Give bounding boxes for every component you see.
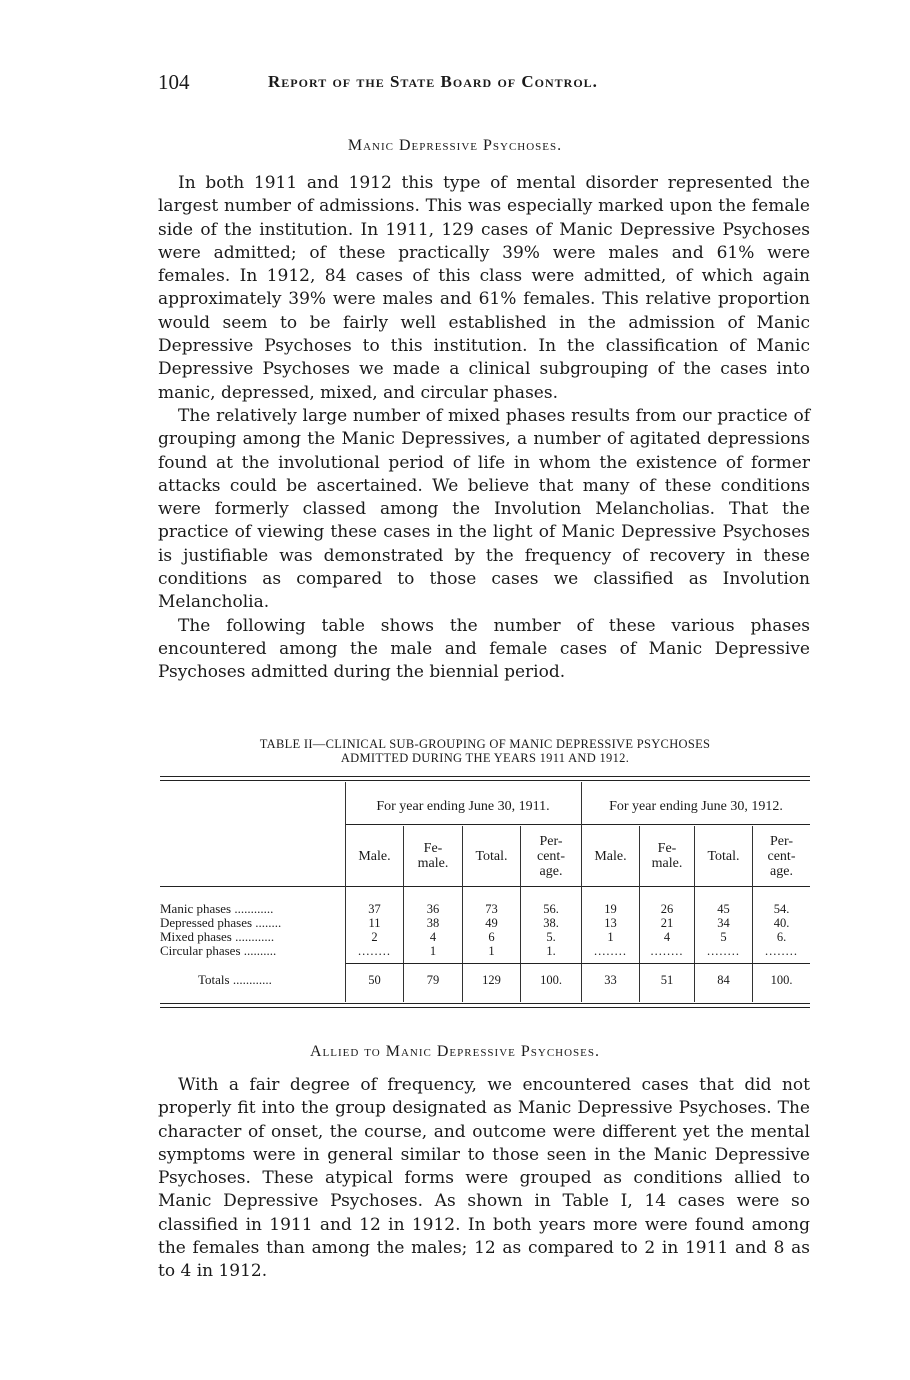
table-cell: 34 (717, 916, 730, 930)
table-cell: 37 (368, 902, 381, 916)
table-cell: 5. (546, 930, 556, 944)
table-bottom-rule-2 (160, 1007, 810, 1008)
table-cell: ........ (765, 944, 798, 958)
table-cell: ........ (707, 944, 740, 958)
table-cell: 21 (660, 916, 674, 930)
col-header-total-1912: Total. (707, 849, 740, 864)
paragraph: The relatively large number of mixed phases results from our practice of grouping among the Manic Depressives, a number of agitated depressions found at the involutional period of life in whom the existence of former attacks could be ascertained. We believe that many of these conditions were formerly classed among the Involution Melancholias. That the practice of viewing these cases in the light of Manic Depressive Psychoses is justifiable was demonstrated by the frequency of recovery in these conditions as compared to those cases we classified as Involution Melancholia. (158, 405, 810, 613)
table-caption (160, 737, 810, 765)
header-bottom-rule (160, 886, 810, 887)
paragraph: In both 1911 and 1912 this type of mental disorder represented the largest number of admissions. This was especially marked upon the female side of the institution. In 1911, 129 cases of Manic Depressive Psychoses were admitted; of these practically 39% were males and 61% were females. In 1912, 84 cases of this class were admitted, of which again approximately 39% were males and 61% females. This relative proportion would seem to be fairly well established in the admission of Manic Depressive Psychoses to this institution. In the classification of Manic Depressive Psychoses we made a clinical subgrouping of the cases into manic, depressed, mixed, and circular phases. (158, 173, 810, 403)
group-header-rule (346, 824, 810, 825)
table-cell: 38 (426, 916, 440, 930)
table-cell: 49 (485, 916, 498, 930)
table-cell: 51 (660, 973, 674, 987)
report-title: Report of the State Board of Control. (268, 72, 598, 91)
table-cell: 56. (543, 902, 559, 916)
row-label-manic: Manic phases ............ (160, 901, 274, 916)
col-header-male-1912: Male. (594, 849, 627, 864)
table-cell: 79 (426, 973, 440, 987)
table-cell: 1 (607, 930, 614, 944)
totals-rule (346, 963, 810, 964)
table-top-rule-2 (160, 780, 810, 781)
table-cell: 1 (488, 944, 495, 958)
table-cell: 4 (663, 930, 671, 944)
col-header-female-1911: Fe- male. (417, 841, 449, 871)
col-header-percentage-1912: Per- cent- age. (767, 834, 796, 879)
table-cell: 50 (368, 973, 381, 987)
paragraph: With a fair degree of frequency, we encountered cases that did not properly fit into the group designated as Manic Depressive Psychoses. The character of onset, the course, and outcome were different yet the mental symptoms were in general similar to those seen in the Manic Depressive Psychoses. These atypical forms were grouped as conditions allied to Manic Depressive Psychoses. As shown in Table I, 14 cases were so classified in 1911 and 12 in 1912. In both years more were found among the females than among the males; 12 as compared to 2 in 1911 and 8 as to 4 in 1912. (158, 1075, 810, 1282)
table-cell: 129 (482, 973, 501, 987)
col-header-female-1912: Fe- male. (651, 841, 683, 871)
table-cell: 26 (660, 902, 674, 916)
table-cell: 84 (717, 973, 730, 987)
row-label-depressed: Depressed phases ........ (160, 915, 282, 930)
table-cell: 2 (371, 930, 378, 944)
vrule (581, 782, 582, 1002)
section2-body (158, 1074, 810, 1284)
table-cell: ........ (358, 944, 391, 958)
table-cell: 6. (776, 930, 787, 944)
table-caption-line2: ADMITTED DURING THE YEARS 1911 AND 1912. (340, 751, 630, 765)
table-cell: 11 (368, 916, 381, 930)
group-header-1911: For year ending June 30, 1911. (376, 799, 550, 814)
table-cell: 5 (720, 930, 727, 944)
table-cell: 13 (604, 916, 617, 930)
group-header-1912: For year ending June 30, 1912. (609, 799, 783, 814)
table-cell: 19 (604, 902, 617, 916)
table-top-rule (160, 776, 810, 777)
row-label-mixed: Mixed phases ............ (160, 929, 275, 944)
table-cell: 4 (429, 930, 437, 944)
table-cell: 100. (770, 973, 793, 987)
page-number: 104 (158, 70, 190, 94)
table-cell: 36 (426, 902, 440, 916)
col-header-total-1911: Total. (475, 849, 508, 864)
section-title-allied: Allied to Manic Depressive Psychoses. (309, 1043, 601, 1060)
table-cell: 54. (773, 902, 790, 916)
row-label-circular: Circular phases .......... (160, 943, 277, 958)
table-cell: 38. (543, 916, 559, 930)
table-bottom-rule (160, 1003, 810, 1004)
table-cell: 1. (546, 944, 556, 958)
table-cell: 100. (540, 973, 562, 987)
totals-label: Totals ............ (198, 972, 272, 987)
col-header-percentage-1911: Per- cent- age. (537, 834, 565, 879)
table-cell: 33 (604, 973, 617, 987)
vrule (345, 782, 346, 1002)
table-cell: 1 (429, 944, 437, 958)
table-cell: ........ (650, 944, 684, 958)
table-cell: 73 (485, 902, 498, 916)
table-cell: 6 (488, 930, 495, 944)
running-head (158, 70, 810, 100)
table-cell: 40. (773, 916, 790, 930)
paragraph: The following table shows the number of these various phases encountered among the male and female cases of Manic Depressive Psychoses admitted during the biennial period. (158, 615, 810, 683)
table-cell: ........ (594, 944, 627, 958)
section-title-manic-depressive: Manic Depressive Psychoses. (347, 137, 563, 154)
table-cell: 45 (717, 902, 730, 916)
section1-body (158, 172, 810, 685)
col-header-male-1911: Male. (358, 849, 391, 864)
table-caption-line1: TABLE II—CLINICAL SUB-GROUPING OF MANIC DEPRESSIVE PSYCHOSES (259, 737, 711, 751)
